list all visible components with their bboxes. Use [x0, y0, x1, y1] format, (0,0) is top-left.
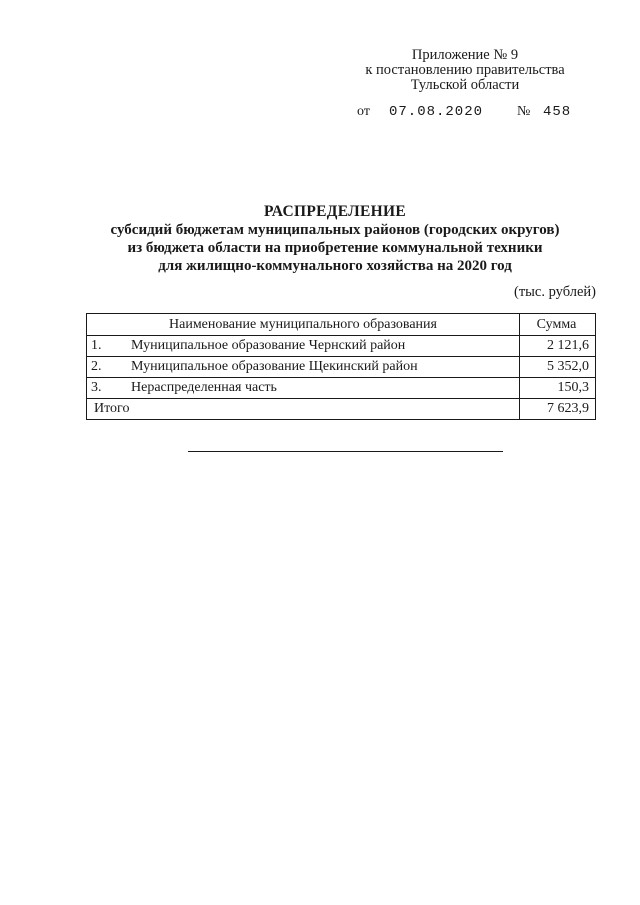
date-from-label: от: [357, 104, 370, 119]
table-row: [87, 336, 596, 357]
table-header-row: [87, 314, 596, 336]
row-name-cell: [87, 378, 520, 399]
header-sum: Сумма: [520, 314, 596, 336]
total-cell: [87, 399, 520, 420]
row-sum: 5 352,0: [520, 357, 596, 378]
title-line-1: субсидий бюджетам муниципальных районов (городских округов): [110, 222, 560, 238]
document-number: 458: [543, 104, 572, 120]
row-sum: 150,3: [520, 378, 596, 399]
appendix-line-2: к постановлению правительства: [365, 62, 565, 78]
table-row: [87, 357, 596, 378]
row-sum: 2 121,6: [520, 336, 596, 357]
appendix-line-3: Тульской области: [410, 77, 520, 93]
table-row: [87, 378, 596, 399]
title-line-3: для жилищно-коммунального хозяйства на 2020 год: [158, 258, 512, 274]
document-date: 07.08.2020: [389, 104, 484, 120]
distribution-table: [86, 313, 596, 420]
row-name: Нераспределенная часть: [131, 380, 277, 395]
end-divider: [188, 451, 503, 452]
title-line-2: из бюджета области на приобретение коммунальной техники: [127, 240, 543, 256]
row-number: 2.: [91, 359, 102, 374]
row-name-cell: [87, 357, 520, 378]
total-label: Итого: [94, 401, 130, 416]
number-label: №: [517, 104, 531, 119]
row-name: Муниципальное образование Щекинский район: [131, 359, 418, 374]
row-number: 1.: [91, 338, 102, 353]
row-name-cell: [87, 336, 520, 357]
appendix-line-1: Приложение № 9: [411, 47, 519, 63]
document-title: [85, 203, 585, 275]
row-name: Муниципальное образование Чернский район: [131, 338, 406, 353]
total-sum: 7 623,9: [520, 399, 596, 420]
row-number: 3.: [91, 380, 102, 395]
table-total-row: [87, 399, 596, 420]
title-heading: РАСПРЕДЕЛЕНИЕ: [264, 203, 406, 220]
header-name: Наименование муниципального образования: [87, 314, 520, 336]
appendix-header: [330, 48, 600, 93]
units-note: (тыс. рублей): [514, 284, 596, 300]
